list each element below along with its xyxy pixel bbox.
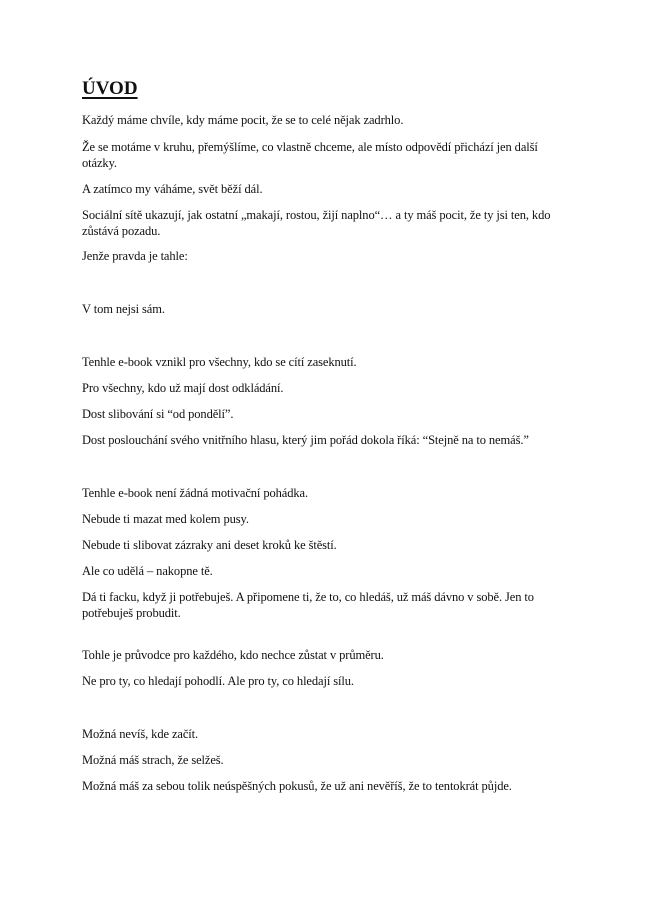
paragraph: Nebude ti mazat med kolem pusy. [82, 512, 249, 526]
paragraph: Možná nevíš, kde začít. [82, 727, 199, 741]
paragraph: Ale co udělá – nakopne tě. [82, 564, 213, 578]
paragraph: Dost slibování si “od pondělí”. [82, 407, 234, 421]
paragraph: Možná máš strach, že selžeš. [82, 753, 224, 767]
paragraph: A zatímco my váháme, svět běží dál. [82, 182, 263, 196]
paragraph: Tenhle e-book vznikl pro všechny, kdo se cítí zaseknutí. [82, 355, 357, 369]
paragraph: Možná máš za sebou tolik neúspěšných pokusů, že už ani nevěříš, že to tentokrát půjde. [82, 779, 512, 793]
paragraph: Dost poslouchání svého vnitřního hlasu, který jim pořád dokola říká: “Stejně na to nemáš.” [82, 433, 529, 447]
page-title: ÚVOD [82, 78, 138, 99]
paragraph: Sociální sítě ukazují, jak ostatní „makají, rostou, žijí naplno“… a ty máš pocit, že ty jsi ten, kdo zůstává pozadu. [82, 208, 551, 238]
paragraph: Každý máme chvíle, kdy máme pocit, že se to celé nějak zadrhlo. [82, 113, 404, 127]
paragraph: Nebude ti slibovat zázraky ani deset kroků ke štěstí. [82, 538, 337, 552]
paragraph: Tenhle e-book není žádná motivační pohádka. [82, 486, 308, 500]
paragraph: V tom nejsi sám. [82, 302, 165, 316]
paragraph: Že se motáme v kruhu, přemýšlíme, co vlastně chceme, ale místo odpovědí přichází jen další otázky. [82, 140, 538, 170]
paragraph: Dá ti facku, když ji potřebuješ. A připomene ti, že to, co hledáš, už máš dávno v sobě. Jen to potřebuješ probudit. [82, 590, 534, 620]
paragraph: Jenže pravda je tahle: [82, 249, 188, 263]
paragraph: Ne pro ty, co hledají pohodlí. Ale pro ty, co hledají sílu. [82, 674, 354, 688]
paragraph: Tohle je průvodce pro každého, kdo nechce zůstat v průměru. [82, 648, 384, 662]
paragraph: Pro všechny, kdo už mají dost odkládání. [82, 381, 284, 395]
